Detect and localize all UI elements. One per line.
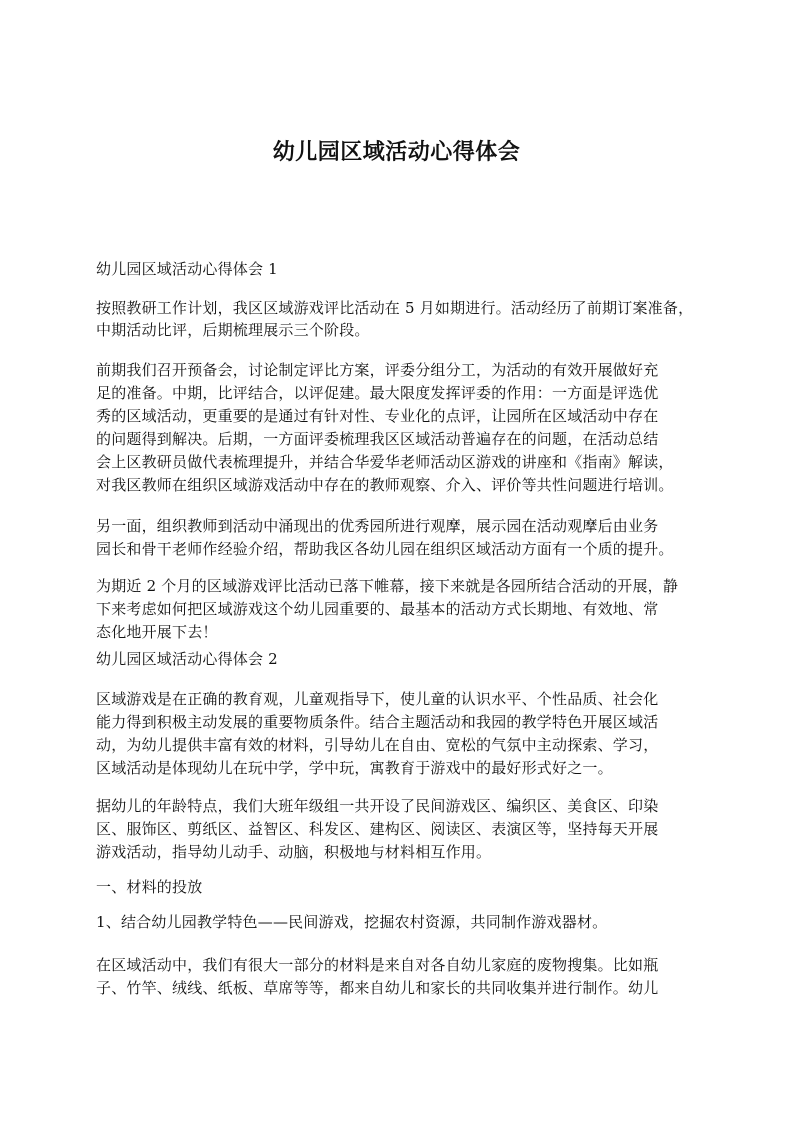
paragraph-line: 另一面，组织教师到活动中涌现出的优秀园所进行观摩，展示园在活动观摩后由业务 bbox=[96, 517, 659, 535]
paragraph-line: 子、竹竿、绒线、纸板、草席等等，都来自幼儿和家长的共同收集并进行制作。幼儿 bbox=[96, 979, 659, 997]
paragraph-line: 的问题得到解决。后期，一方面评委梳理我区区域活动普遍存在的问题，在活动总结 bbox=[96, 430, 659, 448]
paragraph-line: 区、服饰区、剪纸区、益智区、科发区、建构区、阅读区、表演区等，坚持每天开展 bbox=[96, 820, 659, 838]
paragraph-line: 秀的区域活动，更重要的是通过有针对性、专业化的点评，让园所在区域活动中存在 bbox=[96, 407, 659, 425]
paragraph-line: 下来考虑如何把区域游戏这个幼儿园重要的、最基本的活动方式长期地、有效地、常 bbox=[96, 600, 659, 618]
paragraph-line: 游戏活动，指导幼儿动手、动脑，积极地与材料相互作用。 bbox=[96, 843, 492, 861]
subsection-heading: 一、材料的投放 bbox=[96, 878, 203, 896]
section-heading-2: 幼儿园区域活动心得体会 2 bbox=[96, 650, 278, 668]
paragraph-line: 能力得到积极主动发展的重要物质条件。结合主题活动和我园的教学特色开展区域活 bbox=[96, 713, 659, 731]
paragraph-line: 态化地开展下去！ bbox=[96, 623, 218, 641]
paragraph-line: 园长和骨干老师作经验介绍，帮助我区各幼儿园在组织区域活动方面有一个质的提升。 bbox=[96, 540, 674, 558]
paragraph-line: 足的准备。中期，比评结合，以评促建。最大限度发挥评委的作用：一方面是评选优 bbox=[96, 384, 659, 402]
paragraph-line: 据幼儿的年龄特点，我们大班年级组一共开设了民间游戏区、编织区、美食区、印染 bbox=[96, 797, 659, 815]
section-heading-1: 幼儿园区域活动心得体会 1 bbox=[96, 260, 278, 278]
document-title: 幼儿园区域活动心得体会 bbox=[272, 140, 521, 165]
paragraph-line: 按照教研工作计划，我区区域游戏评比活动在 5 月如期进行。活动经历了前期订案准备， bbox=[96, 299, 694, 317]
paragraph-line: 动，为幼儿提供丰富有效的材料，引导幼儿在自由、宽松的气氛中主动探索、学习， bbox=[96, 736, 659, 754]
paragraph-line: 对我区教师在组织区域游戏活动中存在的教师观察、介入、评价等共性问题进行培训。 bbox=[96, 476, 674, 494]
paragraph-line: 中期活动比评，后期梳理展示三个阶段。 bbox=[96, 321, 370, 339]
paragraph-line: 为期近 2 个月的区域游戏评比活动已落下帷幕，接下来就是各园所结合活动的开展，静 bbox=[96, 577, 679, 595]
paragraph-line: 在区域活动中，我们有很大一部分的材料是来自对各自幼儿家庭的废物搜集。比如瓶 bbox=[96, 956, 659, 974]
paragraph-line: 1、结合幼儿园教学特色——民间游戏，挖掘农村资源，共同制作游戏器材。 bbox=[96, 913, 608, 931]
paragraph-line: 前期我们召开预备会，讨论制定评比方案，评委分组分工，为活动的有效开展做好充 bbox=[96, 361, 659, 379]
paragraph-line: 区域活动是体现幼儿在玩中学，学中玩，寓教育于游戏中的最好形式好之一。 bbox=[96, 759, 613, 777]
paragraph-line: 会上区教研员做代表梳理提升，并结合华爱华老师活动区游戏的讲座和《指南》解读， bbox=[96, 453, 674, 471]
paragraph-line: 区域游戏是在正确的教育观，儿童观指导下，使儿童的认识水平、个性品质、社会化 bbox=[96, 690, 659, 708]
